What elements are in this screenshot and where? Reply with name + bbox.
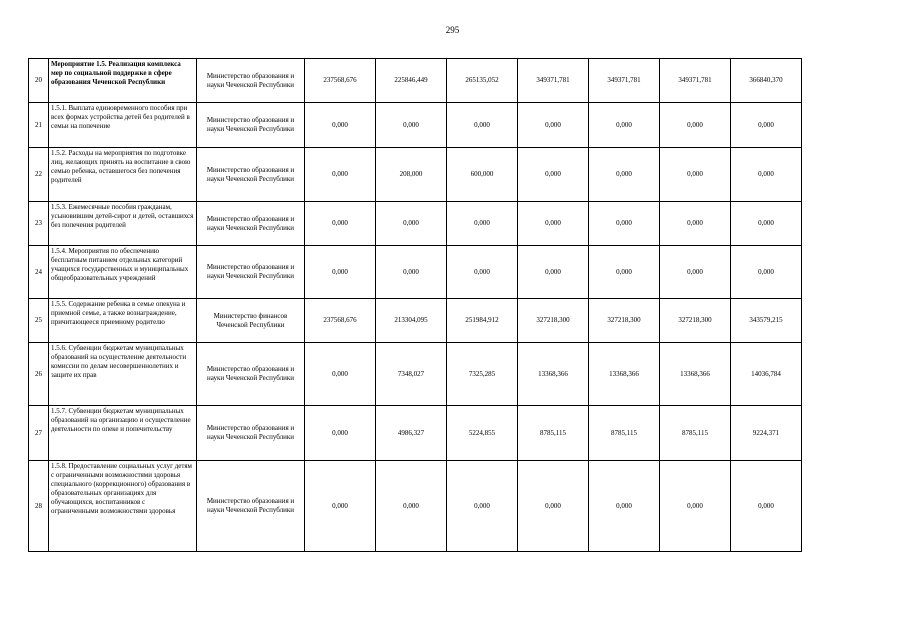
row-number: 28 [29,461,49,552]
value-cell: 0,000 [376,461,447,552]
table-row [29,103,802,148]
value-cell: 327218,300 [660,299,731,343]
value-cell: 8785,115 [518,406,589,461]
value-cell: 5224,855 [447,406,518,461]
value-cell: 0,000 [731,148,802,202]
value-cell: 0,000 [305,148,376,202]
row-number: 24 [29,246,49,299]
executor: Министерство образования и науки Чеченской Республики [197,103,305,148]
value-cell: 0,000 [660,148,731,202]
value-cell: 9224,371 [731,406,802,461]
value-cell: 0,000 [305,406,376,461]
activity-name: 1.5.3. Ежемесячные пособия гражданам, усыновившим детей-сирот и детей, оставшихся без попечения родителей [49,202,197,246]
table-row [29,343,802,406]
row-number: 22 [29,148,49,202]
value-cell: 225846,449 [376,59,447,103]
value-cell: 0,000 [518,103,589,148]
value-cell: 0,000 [305,343,376,406]
value-cell: 0,000 [376,103,447,148]
table-row [29,461,802,552]
table-row [29,406,802,461]
row-number: 27 [29,406,49,461]
value-cell: 0,000 [589,461,660,552]
row-number: 23 [29,202,49,246]
value-cell: 13368,366 [518,343,589,406]
activity-name: Мероприятие 1.5. Реализация комплекса мер по социальной поддержке в сфере образования Чеченской Республики [49,59,197,103]
value-cell: 0,000 [305,103,376,148]
value-cell: 343579,215 [731,299,802,343]
table-row [29,59,802,103]
activity-name: 1.5.5. Содержание ребенка в семье опекуна и приемной семье, а также вознаграждение, причитающееся приемному родителю [49,299,197,343]
value-cell: 0,000 [376,202,447,246]
executor: Министерство образования и науки Чеченской Республики [197,202,305,246]
value-cell: 13368,366 [589,343,660,406]
page-number: 295 [445,25,460,35]
value-cell: 0,000 [447,103,518,148]
executor: Министерство образования и науки Чеченской Республики [197,59,305,103]
row-number: 21 [29,103,49,148]
value-cell: 0,000 [589,103,660,148]
value-cell: 0,000 [518,246,589,299]
table-row [29,299,802,343]
value-cell: 0,000 [305,461,376,552]
activity-name: 1.5.6. Субвенции бюджетам муниципальных образований на осуществление деятельности комиссии по делам несовершеннолетних и защите их прав [49,343,197,406]
value-cell: 208,000 [376,148,447,202]
activity-name: 1.5.2. Расходы на мероприятия по подготовке лиц, желающих принять на воспитание в свою семью ребенка, оставшегося без попечения родителей [49,148,197,202]
value-cell: 349371,781 [589,59,660,103]
value-cell: 237568,676 [305,299,376,343]
value-cell: 4986,327 [376,406,447,461]
value-cell: 7348,027 [376,343,447,406]
row-number: 20 [29,59,49,103]
value-cell: 0,000 [447,246,518,299]
executor: Министерство образования и науки Чеченской Республики [197,148,305,202]
value-cell: 0,000 [660,202,731,246]
value-cell: 13368,366 [660,343,731,406]
budget-table [28,58,802,552]
value-cell: 0,000 [731,202,802,246]
value-cell: 213304,095 [376,299,447,343]
value-cell: 0,000 [660,246,731,299]
row-number: 26 [29,343,49,406]
executor: Министерство образования и науки Чеченской Республики [197,246,305,299]
value-cell: 14036,784 [731,343,802,406]
table-row [29,246,802,299]
value-cell: 265135,052 [447,59,518,103]
value-cell: 349371,781 [660,59,731,103]
row-number: 25 [29,299,49,343]
value-cell: 251984,912 [447,299,518,343]
table-row [29,202,802,246]
executor: Министерство образования и науки Чеченской Республики [197,406,305,461]
activity-name: 1.5.4. Мероприятия по обеспечению бесплатным питанием отдельных категорий учащихся государственных и муниципальных общеобразовательных учреждений [49,246,197,299]
value-cell: 0,000 [447,461,518,552]
value-cell: 0,000 [589,202,660,246]
executor: Министерство образования и науки Чеченской Республики [197,343,305,406]
executor: Министерство финансов Чеченской Республики [197,299,305,343]
value-cell: 0,000 [447,202,518,246]
activity-name: 1.5.8. Предоставление социальных услуг детям с ограниченными возможностями здоровья специального (коррекционного) образования в образовательных организациях для обучающихся, воспитанников с ограниченными возможностями здоровья [49,461,197,552]
value-cell: 0,000 [731,461,802,552]
value-cell: 0,000 [589,148,660,202]
executor: Министерство образования и науки Чеченской Республики [197,461,305,552]
value-cell: 0,000 [731,103,802,148]
value-cell: 0,000 [660,103,731,148]
value-cell: 0,000 [376,246,447,299]
value-cell: 8785,115 [660,406,731,461]
value-cell: 366840,370 [731,59,802,103]
table-body [29,59,802,552]
value-cell: 327218,300 [518,299,589,343]
value-cell: 0,000 [660,461,731,552]
activity-name: 1.5.7. Субвенции бюджетам муниципальных образований на организацию и осуществление деятельности по опеке и попечительству [49,406,197,461]
value-cell: 0,000 [518,148,589,202]
value-cell: 349371,781 [518,59,589,103]
value-cell: 0,000 [731,246,802,299]
value-cell: 237568,676 [305,59,376,103]
value-cell: 0,000 [518,461,589,552]
table-row [29,148,802,202]
value-cell: 7325,285 [447,343,518,406]
value-cell: 0,000 [305,202,376,246]
value-cell: 8785,115 [589,406,660,461]
activity-name: 1.5.1. Выплата единовременного пособия при всех формах устройства детей без родителей в семьи на попечение [49,103,197,148]
value-cell: 0,000 [305,246,376,299]
value-cell: 0,000 [518,202,589,246]
value-cell: 0,000 [589,246,660,299]
value-cell: 600,000 [447,148,518,202]
value-cell: 327218,300 [589,299,660,343]
